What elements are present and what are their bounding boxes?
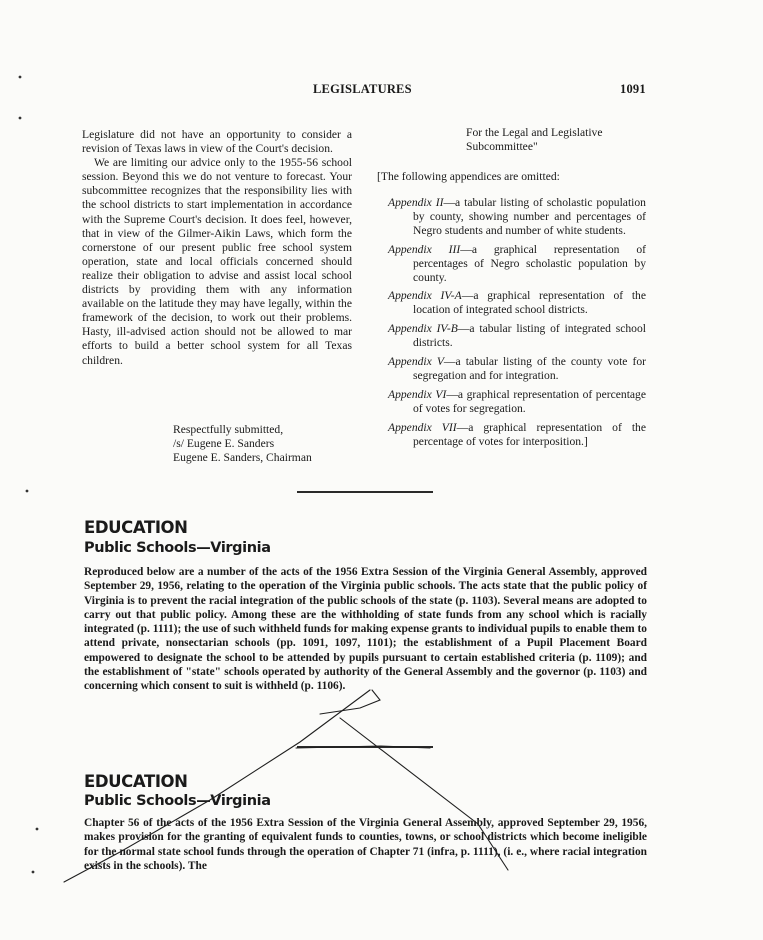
appendix-label: Appendix II bbox=[388, 196, 444, 209]
speck bbox=[19, 76, 22, 79]
pen-stroke bbox=[64, 690, 370, 882]
pen-stroke bbox=[320, 690, 380, 714]
section-subtitle: Public Schools—Virginia bbox=[84, 793, 271, 809]
section-subtitle: Public Schools—Virginia bbox=[84, 540, 271, 556]
section-title: EDUCATION bbox=[84, 518, 188, 537]
appendix-text: —a graphical representation of percentages of Negro scholastic population by county. bbox=[413, 242, 646, 284]
omitted-note: [The following appendices are omitted: bbox=[377, 170, 560, 183]
appendix-text: —a tabular listing of integrated school districts. bbox=[413, 322, 646, 350]
appendix-label: Appendix IV-A bbox=[388, 289, 462, 303]
speck bbox=[26, 490, 29, 493]
subcommittee-line-1: For the Legal and Legislative bbox=[466, 126, 603, 139]
appendix-label: Appendix VI bbox=[388, 387, 447, 401]
signature-closing: Respectfully submitted, bbox=[173, 423, 284, 436]
subcommittee-line-2: Subcommittee" bbox=[466, 140, 538, 154]
speck bbox=[19, 117, 22, 120]
appendix-text: —a graphical representation of percentage of votes for segregation. bbox=[413, 387, 647, 415]
section-title: EDUCATION bbox=[84, 772, 188, 791]
appendix-text: —a graphical representation of the percentage of votes for interposition.] bbox=[413, 420, 646, 448]
left-paragraph-1: Legislature did not have an opportunity to consider a revision of Texas laws in view of the Court's decision. bbox=[82, 128, 352, 156]
appendix-label: Appendix IV-B bbox=[388, 322, 458, 336]
speck bbox=[36, 828, 39, 831]
appendix-label: Appendix VII bbox=[388, 420, 457, 434]
page-number: 1091 bbox=[620, 82, 646, 96]
left-paragraph-2: We are limiting our advice only to the 1955-56 school session. Beyond this we do not venture to forecast. Your subcommittee recognizes that the responsibility lies with the school districts to start implementation in accordance with the Supreme Court's decision. It does feel, however, that in view of the Gilmer-Aikin Laws, which form the cornerstone of our present public free school system operation, state and local officials concerned should realize their obligation to advise and assist local school districts by providing them with any information available on the latitude they may have legally, within the framework of the decision, to work out their problems. Hasty, ill-advised action should not be allowed to mar efforts to build a better school system for all Texas children. bbox=[82, 156, 352, 367]
pen-stroke bbox=[340, 718, 508, 870]
appendix-text: —a tabular listing of scholastic population by county, showing number and percentages of Negro students and number of white students. bbox=[413, 196, 646, 237]
section-body: Reproduced below are a number of the acts of the 1956 Extra Session of the Virginia General Assembly, approved September 29, 1956, relating to the operation of the Virginia public schools. The acts state that the public policy of Virginia is to prevent the racial integration of the public schools of the state (p. 1103). Several means are adopted to carry out that public policy. Among these are the withholding of state funds from any school which is racially integrated (p. 1111); the use of such withheld funds for making expense grants to individual pupils to enable them to attend private, nonsectarian schools (pp. 1091, 1097, 1101); the establishment of a Pupil Placement Board empowered to designate the school to be attended by pupils pursuant to certain established criteria (p. 1109); and the establishment of "state" schools operated by authority of the General Assembly and the governor (p. 1103) and concerning which consent to suit is withheld (p. 1106). bbox=[84, 566, 647, 693]
appendix-label: Appendix V bbox=[388, 355, 444, 369]
running-title: LEGISLATURES bbox=[313, 82, 412, 96]
appendix-text: —a graphical representation of the location of integrated school districts. bbox=[413, 289, 646, 317]
speck bbox=[32, 871, 35, 874]
section-body: Chapter 56 of the acts of the 1956 Extra Session of the Virginia General Assembly, approved September 29, 1956, makes provision for the granting of equivalent funds to counties, towns, or school districts which become ineligible for the normal state school funds through the operation of Chapter 71 (infra, p. 1111), (i. e., where racial integration exists in the schools). The bbox=[84, 817, 647, 872]
signature-name-title: Eugene E. Sanders, Chairman bbox=[173, 451, 312, 465]
signature-signed: /s/ Eugene E. Sanders bbox=[173, 437, 275, 451]
pen-stroke bbox=[296, 746, 430, 748]
appendix-text: —a tabular listing of the county vote for segregation and for integration. bbox=[413, 355, 647, 382]
appendix-label: Appendix III bbox=[388, 242, 461, 256]
